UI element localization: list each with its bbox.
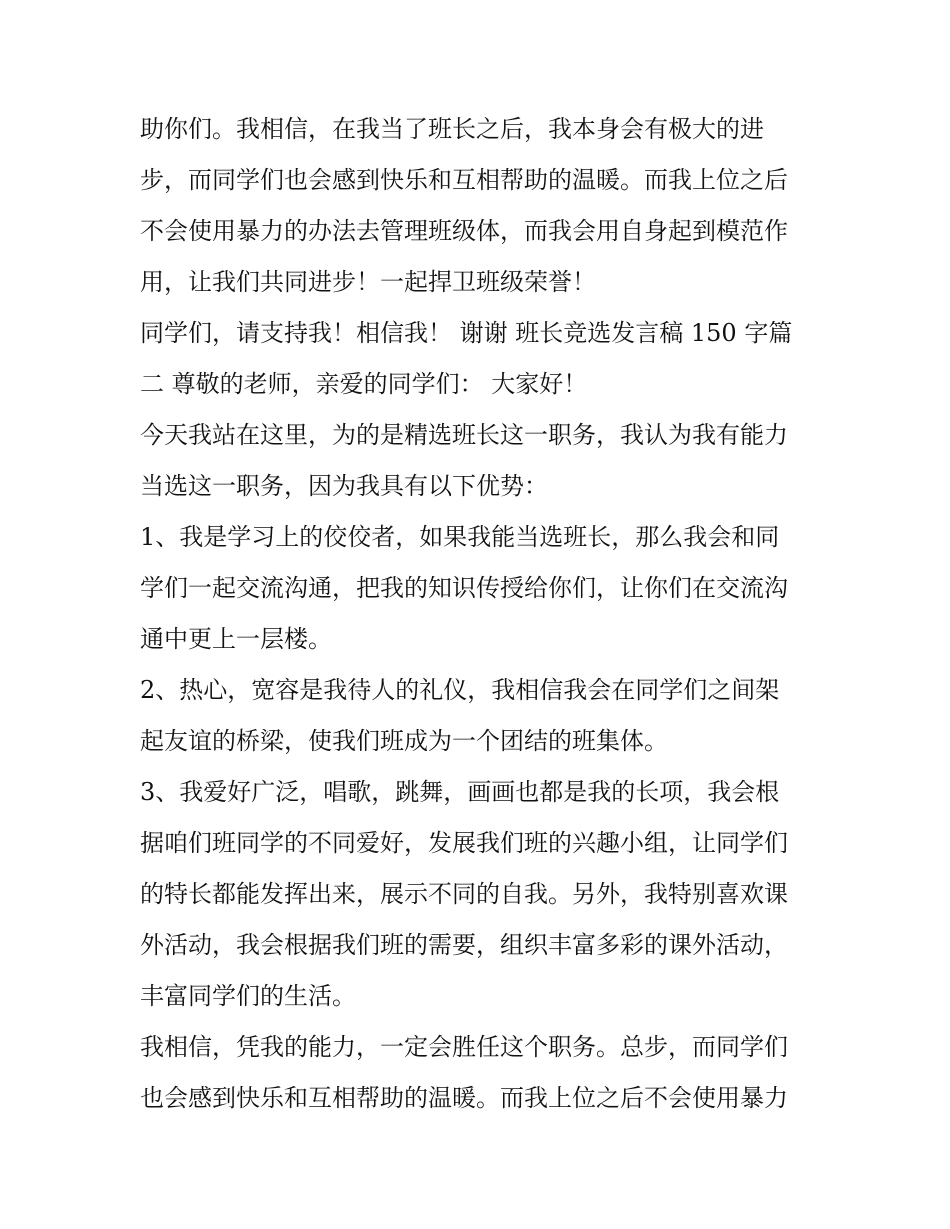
text-line: 外活动，我会根据我们班的需要，组织丰富多彩的课外活动， <box>140 931 788 959</box>
text-line: 丰富同学们的生活。 <box>140 982 356 1010</box>
text-line: 我相信，凭我的能力，一定会胜任这个职务。总步，而同学们 <box>140 1033 788 1061</box>
text-line: 1、我是学习上的佼佼者，如果我能当选班长，那么我会和同 <box>140 523 780 551</box>
text-line: 用，让我们共同进步！一起捍卫班级荣誉！ <box>140 268 596 296</box>
text-line: 当选这一职务，因为我具有以下优势： <box>140 472 548 500</box>
text-line: 同学们，请支持我！相信我！ 谢谢 班长竞选发言稿 150 字篇 <box>140 319 793 347</box>
text-line: 的特长都能发挥出来，展示不同的自我。另外，我特别喜欢课 <box>140 880 788 908</box>
text-line: 步，而同学们也会感到快乐和互相帮助的温暖。而我上位之后 <box>140 166 788 194</box>
text-line: 据咱们班同学的不同爱好，发展我们班的兴趣小组，让同学们 <box>140 829 788 857</box>
text-line: 2、热心，宽容是我待人的礼仪，我相信我会在同学们之间架 <box>140 676 780 704</box>
text-line: 3、我爱好广泛，唱歌，跳舞，画画也都是我的长项，我会根 <box>140 778 780 806</box>
text-line: 通中更上一层楼。 <box>140 625 332 653</box>
text-line: 不会使用暴力的办法去管理班级体，而我会用自身起到模范作 <box>140 217 788 245</box>
document-body <box>140 104 820 1124</box>
text-line: 起友谊的桥梁，使我们班成为一个团结的班集体。 <box>140 727 668 755</box>
text-line: 学们一起交流沟通，把我的知识传授给你们，让你们在交流沟 <box>140 574 788 602</box>
text-line: 二 尊敬的老师，亲爱的同学们： 大家好！ <box>140 370 588 398</box>
text-line: 今天我站在这里，为的是精选班长这一职务，我认为我有能力 <box>140 421 788 449</box>
text-line: 也会感到快乐和互相帮助的温暖。而我上位之后不会使用暴力 <box>140 1084 788 1112</box>
text-line: 助你们。我相信，在我当了班长之后，我本身会有极大的进 <box>140 115 764 143</box>
